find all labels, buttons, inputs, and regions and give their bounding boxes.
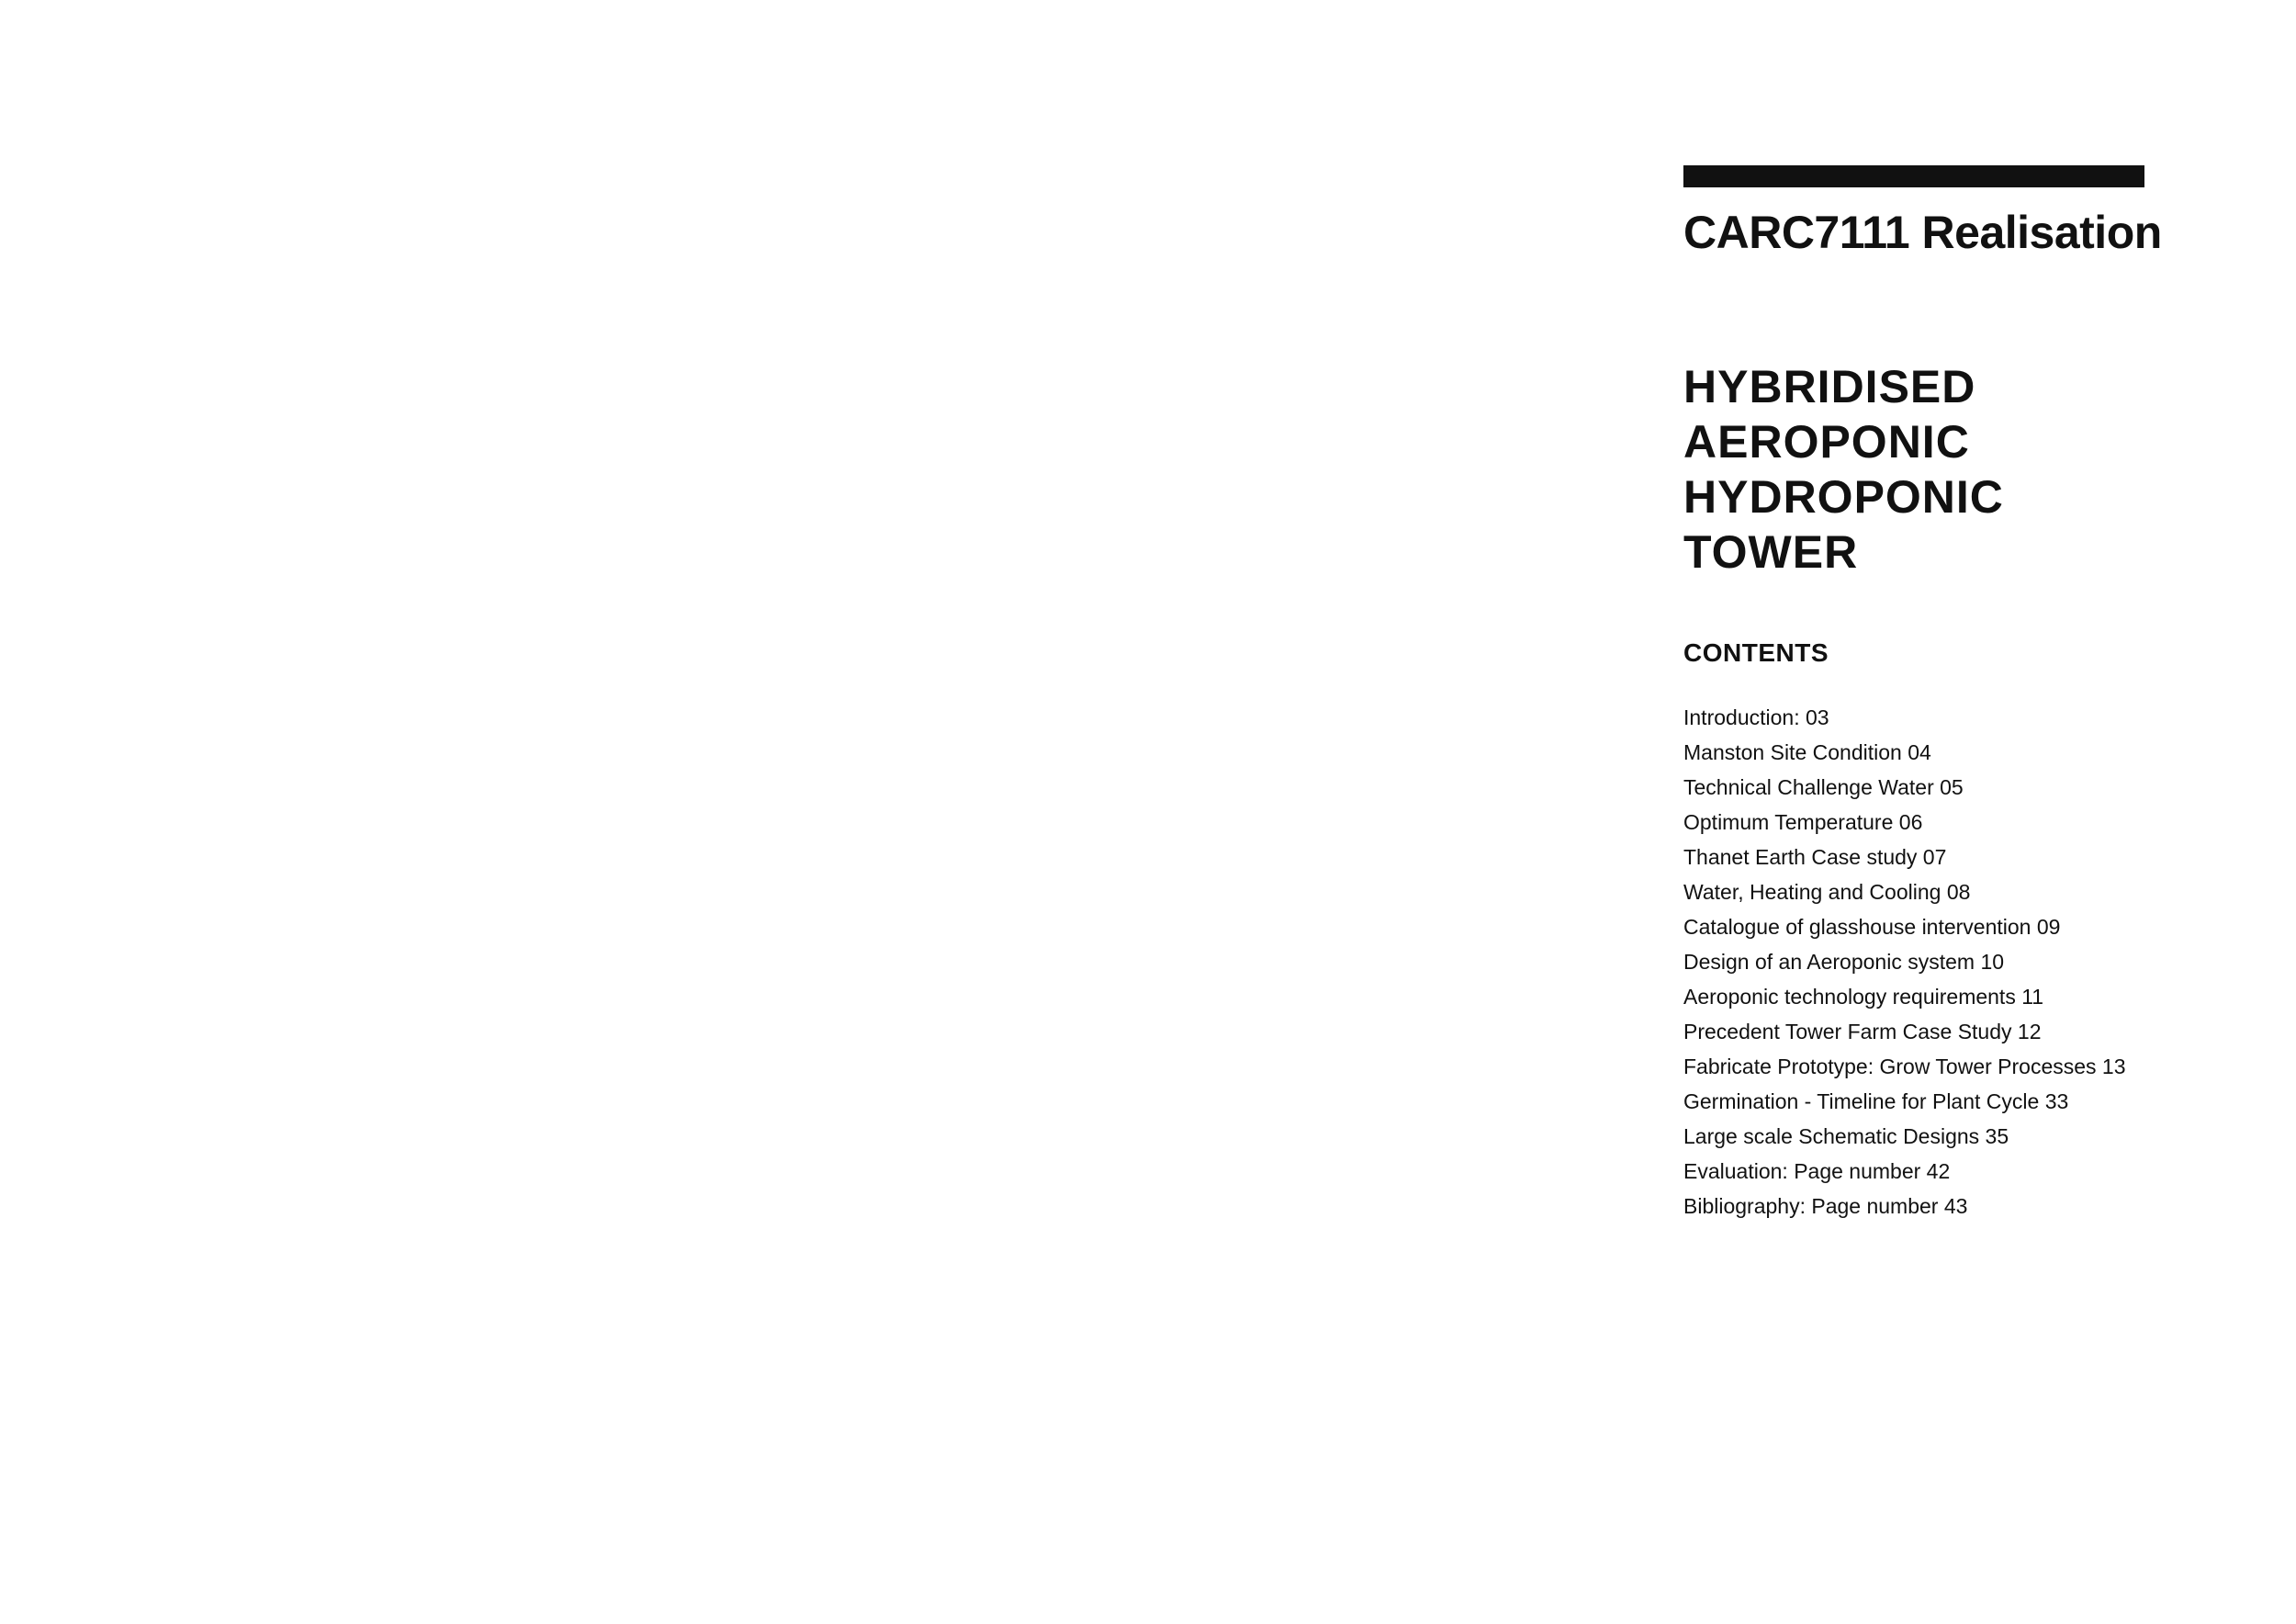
toc-item: Water, Heating and Cooling 08 xyxy=(1683,879,1971,904)
title-page-column xyxy=(1683,165,2161,1224)
project-title-line: TOWER xyxy=(1683,526,1859,578)
header-rule-bar xyxy=(1683,165,2144,187)
toc-item: Large scale Schematic Designs 35 xyxy=(1683,1123,2009,1148)
project-title xyxy=(1683,359,2161,580)
toc-item: Introduction: 03 xyxy=(1683,705,1829,729)
project-title-line: HYBRIDISED xyxy=(1683,361,1976,412)
toc-item: Catalogue of glasshouse intervention 09 xyxy=(1683,914,2061,939)
toc-item: Manston Site Condition 04 xyxy=(1683,739,1931,764)
toc-item: Evaluation: Page number 42 xyxy=(1683,1158,1951,1183)
toc-item: Aeroponic technology requirements 11 xyxy=(1683,984,2044,1009)
toc-item: Design of an Aeroponic system 10 xyxy=(1683,949,2005,974)
table-of-contents xyxy=(1683,700,2161,1224)
project-title-line: AEROPONIC xyxy=(1683,416,1970,468)
toc-item: Germination - Timeline for Plant Cycle 33 xyxy=(1683,1088,2069,1113)
toc-item: Thanet Earth Case study 07 xyxy=(1683,844,1947,869)
toc-item: Technical Challenge Water 05 xyxy=(1683,774,1964,799)
toc-item: Optimum Temperature 06 xyxy=(1683,809,1923,834)
project-title-line: HYDROPONIC xyxy=(1683,471,2004,523)
toc-item: Bibliography: Page number 43 xyxy=(1683,1193,1968,1218)
toc-item: Fabricate Prototype: Grow Tower Processes 13 xyxy=(1683,1054,2126,1078)
toc-item: Precedent Tower Farm Case Study 12 xyxy=(1683,1019,2042,1043)
contents-heading: CONTENTS xyxy=(1683,638,1829,667)
course-title: CARC7111 Realisation xyxy=(1683,207,2162,258)
